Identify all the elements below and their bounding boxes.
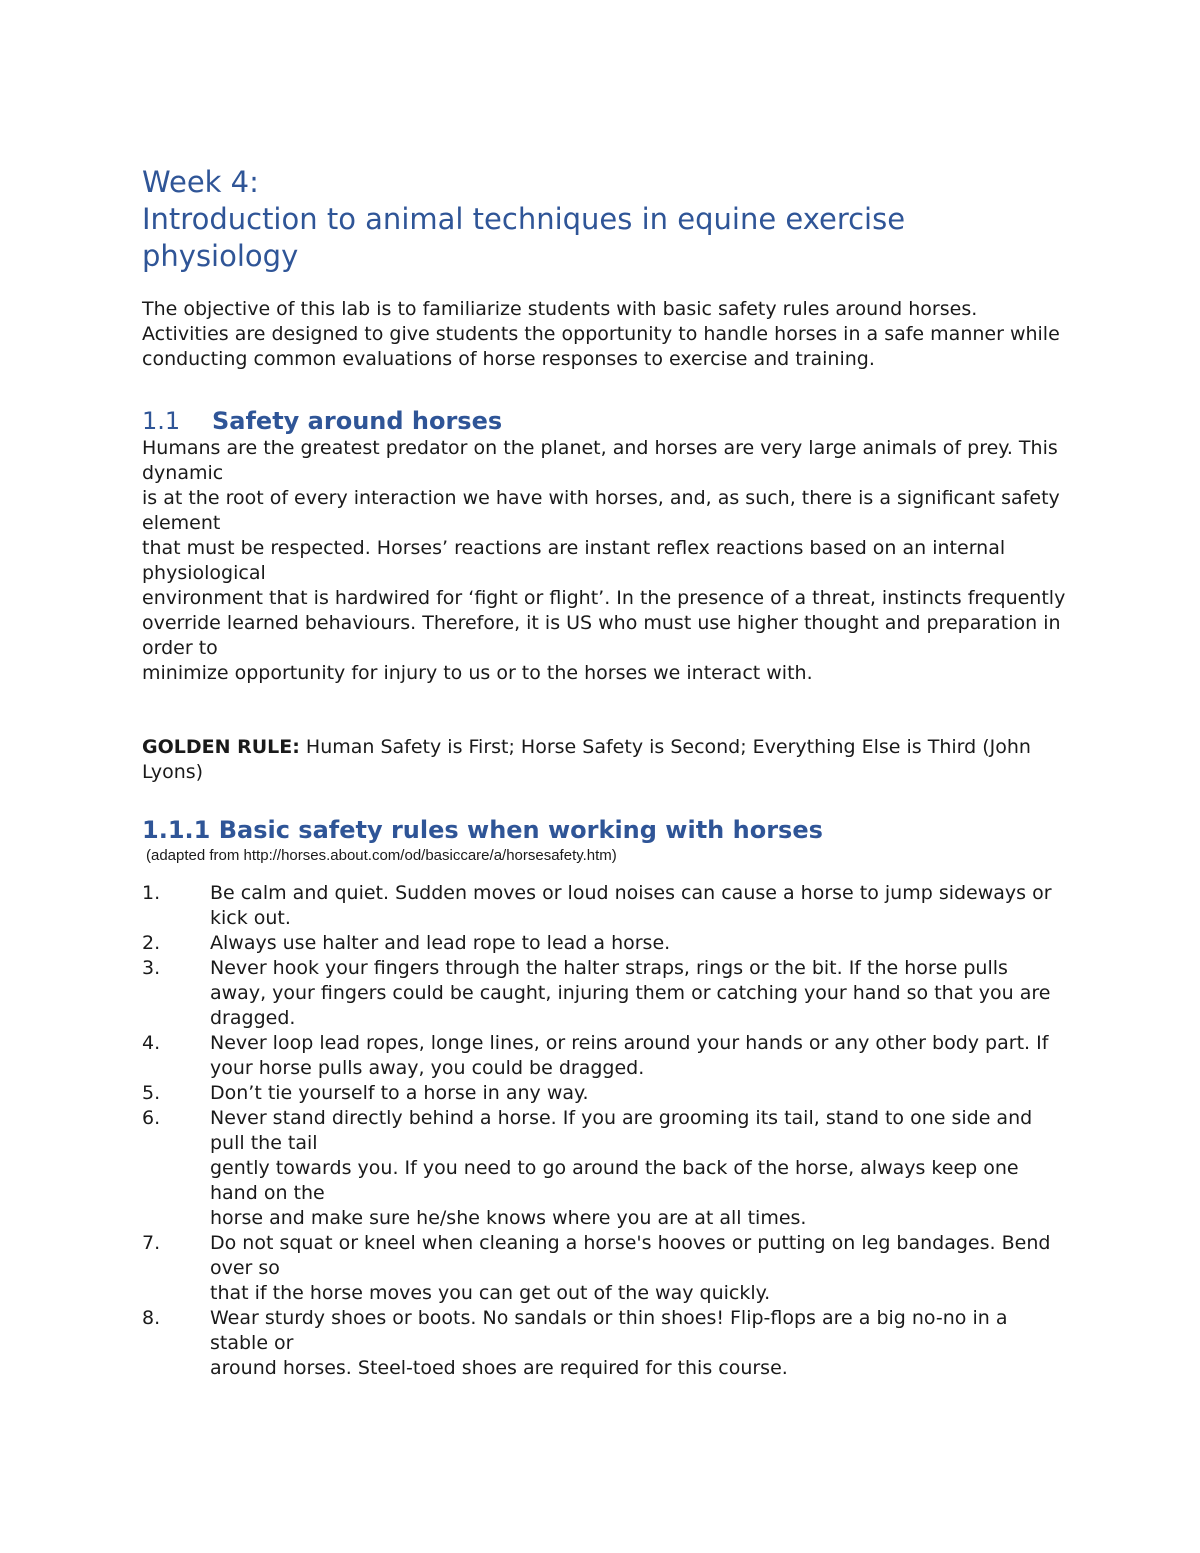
document-body: [142, 164, 1067, 1381]
list-item-line: Never hook your fingers through the halter straps, rings or the bit. If the horse pulls away, your fingers could be caught, injuring them or catching your hand so that you are dragged.: [210, 957, 1051, 1029]
list-item: [142, 881, 1067, 931]
list-item-line: gently towards you. If you need to go around the back of the horse, always keep one hand on the: [210, 1157, 1019, 1204]
golden-rule-text: Human Safety is First; Horse Safety is Second; Everything Else is Third (John Lyons): [142, 736, 1031, 783]
list-marker: 4.: [142, 1032, 161, 1054]
list-marker: 8.: [142, 1307, 161, 1329]
safety-line: that must be respected. Horses’ reactions are instant reflex reactions based on an internal physiological: [142, 537, 1006, 584]
list-item-line: around horses. Steel-toed shoes are required for this course.: [210, 1357, 788, 1379]
list-item-text: [210, 1231, 1067, 1306]
list-item-line: Wear sturdy shoes or boots. No sandals or thin shoes! Flip-flops are a big no-no in a stable or: [210, 1307, 1008, 1354]
section-number: 1.1: [142, 407, 181, 435]
list-item-line: that if the horse moves you can get out of the way quickly.: [210, 1282, 771, 1304]
list-item-text: [210, 956, 1067, 1031]
section-heading-text: Safety around horses: [212, 407, 503, 435]
list-marker: 3.: [142, 957, 161, 979]
list-item-line: Never loop lead ropes, longe lines, or reins around your hands or any other body part. If your horse pulls away, you could be dragged.: [210, 1032, 1049, 1079]
list-item-line: Always use halter and lead rope to lead a horse.: [210, 932, 671, 954]
section-heading-safety-around-horses: [142, 406, 1067, 436]
list-item-text: [210, 1306, 1067, 1381]
list-item-text: [210, 881, 1067, 931]
list-item: [142, 1306, 1067, 1381]
safety-rules-list: [142, 881, 1067, 1381]
list-item-text: [210, 1031, 1067, 1081]
title-week: Week 4:: [142, 165, 259, 199]
list-item: [142, 1106, 1067, 1231]
safety-line: Humans are the greatest predator on the planet, and horses are very large animals of prey. This dynamic: [142, 437, 1058, 484]
list-item: [142, 931, 1067, 956]
list-item-line: horse and make sure he/she knows where you are at all times.: [210, 1207, 807, 1229]
list-item: [142, 956, 1067, 1031]
list-item: [142, 1031, 1067, 1081]
list-marker: 1.: [142, 882, 161, 904]
list-marker: 7.: [142, 1232, 161, 1254]
title-main: Introduction to animal techniques in equine exercise physiology: [142, 202, 906, 273]
list-item-text: [210, 931, 1067, 956]
list-marker: 6.: [142, 1107, 161, 1129]
list-item-line: Never stand directly behind a horse. If you are grooming its tail, stand to one side and pull the tail: [210, 1107, 1033, 1154]
list-item-text: [210, 1106, 1067, 1231]
objective-paragraph: The objective of this lab is to familiarize students with basic safety rules around horses. Activities are designed to give students the opportunity to handle horses in a safe manner while conducting common evaluations of horse responses to exercise and training.: [142, 298, 1060, 370]
page-title: [142, 164, 1067, 275]
safety-line: environment that is hardwired for ‘fight or flight’. In the presence of a threat, instincts frequently override learned behaviours. Therefore, it is US who must use higher thought and preparation in order to: [142, 587, 1066, 659]
golden-rule: [142, 735, 1067, 785]
safety-line: is at the root of every interaction we have with horses, and, as such, there is a significant safety element: [142, 487, 1060, 534]
list-item-line: Don’t tie yourself to a horse in any way.: [210, 1082, 589, 1104]
golden-rule-label: GOLDEN RULE:: [142, 736, 300, 758]
source-citation: (adapted from http://horses.about.com/od/basiccare/a/horsesafety.htm): [146, 847, 617, 864]
list-item: [142, 1081, 1067, 1106]
list-item-text: [210, 1081, 1067, 1106]
subsection-number: 1.1.1: [142, 816, 211, 844]
list-marker: 2.: [142, 932, 161, 954]
list-item-line: Be calm and quiet. Sudden moves or loud noises can cause a horse to jump sideways or kick out.: [210, 882, 1052, 929]
safety-paragraph: [142, 436, 1067, 686]
safety-line: minimize opportunity for injury to us or to the horses we interact with.: [142, 662, 813, 684]
list-marker: 5.: [142, 1082, 161, 1104]
list-item: [142, 1231, 1067, 1306]
subsection-heading-text: Basic safety rules when working with horses: [218, 816, 823, 844]
subsection-heading-basic-safety-rules: [142, 815, 1067, 845]
list-item-line: Do not squat or kneel when cleaning a horse's hooves or putting on leg bandages. Bend over so: [210, 1232, 1051, 1279]
